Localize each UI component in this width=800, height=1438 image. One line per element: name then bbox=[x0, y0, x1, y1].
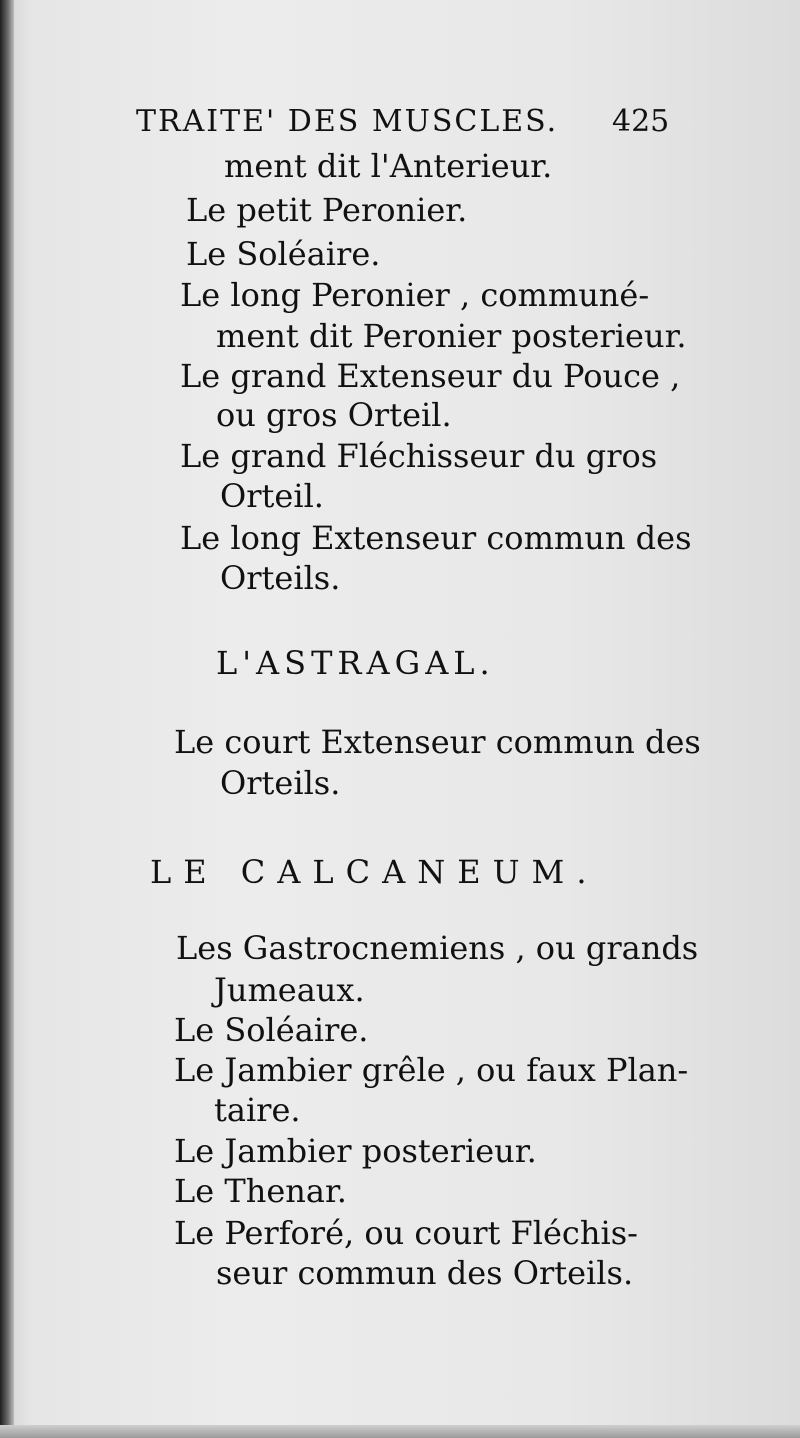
text-line: Orteils. bbox=[220, 764, 341, 802]
text-line: Le long Extenseur commun des bbox=[180, 519, 692, 557]
text-line: Orteil. bbox=[220, 477, 324, 515]
text-line: ou gros Orteil. bbox=[216, 396, 452, 434]
text-line: Le Perforé, ou court Fléchis- bbox=[174, 1214, 638, 1252]
text-line: Jumeaux. bbox=[214, 971, 365, 1009]
text-line: Le court Extenseur commun des bbox=[174, 723, 701, 761]
text-line: Les Gastrocnemiens , ou grands bbox=[176, 929, 699, 967]
section-heading: LE CALCANEUM. bbox=[150, 853, 599, 891]
text-line: Le Thenar. bbox=[174, 1172, 347, 1210]
page-bottom-edge bbox=[0, 1425, 800, 1438]
text-line: ment dit l'Anterieur. bbox=[224, 147, 553, 185]
text-line: Le Soléaire. bbox=[186, 235, 381, 273]
text-line: Le Jambier grêle , ou faux Plan- bbox=[174, 1051, 689, 1089]
text-line: ment dit Peronier posterieur. bbox=[216, 317, 687, 355]
text-line: Le long Peronier , communé- bbox=[180, 276, 650, 314]
text-line: taire. bbox=[214, 1091, 301, 1129]
text-line: Orteils. bbox=[220, 559, 341, 597]
running-title: TRAITE' DES MUSCLES. bbox=[136, 104, 559, 139]
section-heading: L'ASTRAGAL. bbox=[216, 644, 495, 682]
text-line: Le grand Fléchisseur du gros bbox=[180, 437, 658, 475]
text-line: Le Soléaire. bbox=[174, 1011, 369, 1049]
text-line: seur commun des Orteils. bbox=[216, 1254, 634, 1292]
text-line: Le petit Peronier. bbox=[186, 191, 468, 229]
text-line: Le grand Extenseur du Pouce , bbox=[180, 357, 681, 395]
book-spine bbox=[0, 0, 14, 1438]
page-number: 425 bbox=[612, 104, 670, 139]
text-line: Le Jambier posterieur. bbox=[174, 1132, 537, 1170]
